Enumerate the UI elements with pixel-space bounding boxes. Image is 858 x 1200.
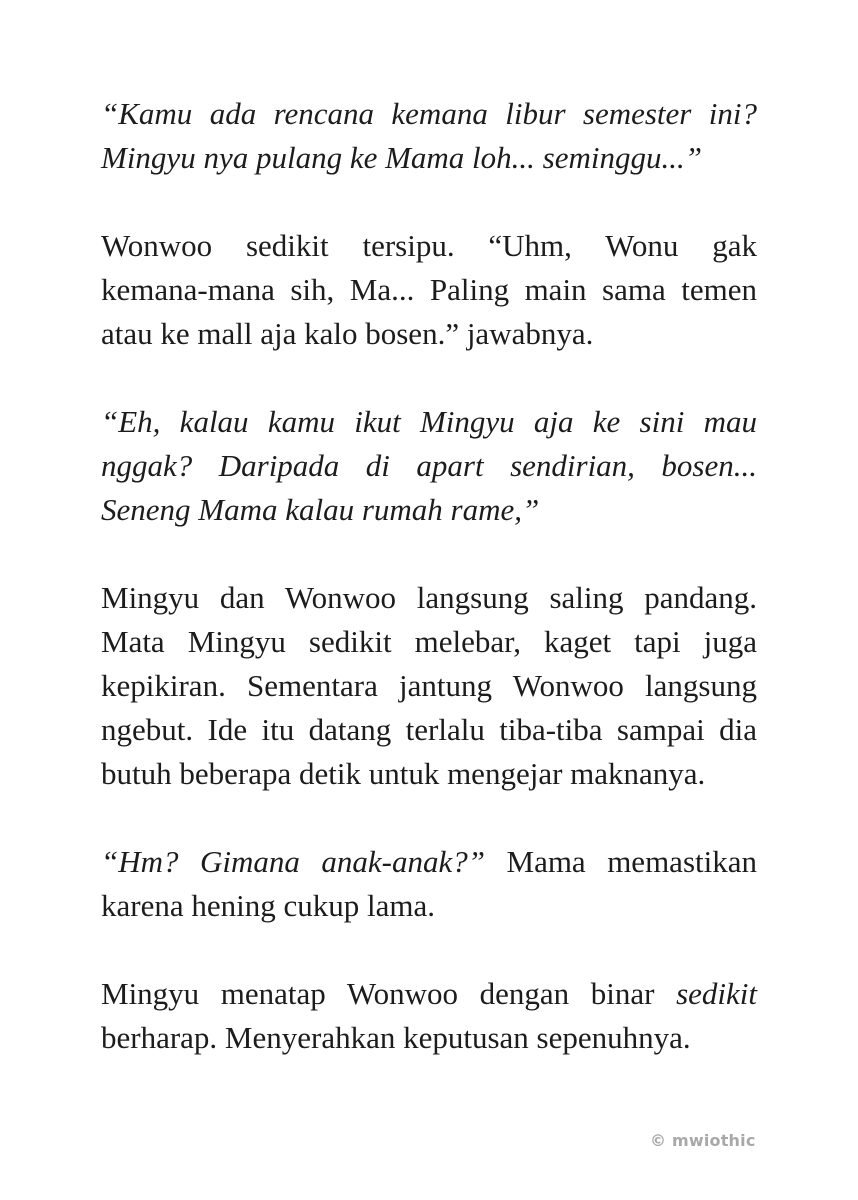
text-run: kemana-mana sih, Ma... Paling main sama temen (101, 272, 757, 307)
italic-text: Mingyu nya pulang ke Mama loh... seminggu...” (101, 140, 702, 175)
italic-text: nggak? Daripada di apart sendirian, bosen... (101, 448, 757, 483)
text-run: Mata Mingyu sedikit melebar, kaget tapi juga (101, 624, 757, 659)
italic-text: sedikit (676, 976, 757, 1011)
paragraph-6 (101, 972, 757, 1060)
text-line (101, 664, 757, 708)
text-line (101, 972, 757, 1016)
text-line (101, 1016, 757, 1060)
text-run: karena hening cukup lama. (101, 888, 435, 923)
text-run: Mingyu dan Wonwoo langsung saling pandang. (101, 580, 757, 615)
text-line (101, 268, 757, 312)
italic-text: “Hm? Gimana anak-anak?” (101, 844, 485, 879)
text-run: Wonwoo sedikit tersipu. “Uhm, Wonu gak (101, 228, 757, 263)
text-run: butuh beberapa detik untuk mengejar maknanya. (101, 756, 706, 791)
text-line (101, 620, 757, 664)
text-line (101, 840, 757, 884)
text-line (101, 136, 757, 180)
text-line (101, 488, 757, 532)
text-line (101, 444, 757, 488)
italic-text: “Kamu ada rencana kemana libur semester ini? (101, 96, 757, 131)
paragraph-4 (101, 576, 757, 796)
paragraph-1 (101, 92, 757, 180)
text-line (101, 884, 757, 928)
paragraph-3 (101, 400, 757, 532)
italic-text: “Eh, kalau kamu ikut Mingyu aja ke sini mau (101, 404, 757, 439)
text-line (101, 312, 757, 356)
text-run: Mama memastikan (485, 844, 757, 879)
text-line (101, 576, 757, 620)
watermark-text: © mwiothic (650, 1131, 756, 1150)
text-line (101, 400, 757, 444)
paragraph-5 (101, 840, 757, 928)
text-run: kepikiran. Sementara jantung Wonwoo langsung (101, 668, 757, 703)
text-line (101, 92, 757, 136)
text-line (101, 224, 757, 268)
text-run: ngebut. Ide itu datang terlalu tiba-tiba sampai dia (101, 712, 757, 747)
paragraph-2 (101, 224, 757, 356)
text-line (101, 752, 757, 796)
text-line (101, 708, 757, 752)
text-run: atau ke mall aja kalo bosen.” jawabnya. (101, 316, 594, 351)
italic-text: Seneng Mama kalau rumah rame,” (101, 492, 540, 527)
story-text (101, 92, 757, 1104)
text-run: berharap. Menyerahkan keputusan sepenuhnya. (101, 1020, 691, 1055)
text-run: Mingyu menatap Wonwoo dengan binar (101, 976, 677, 1011)
